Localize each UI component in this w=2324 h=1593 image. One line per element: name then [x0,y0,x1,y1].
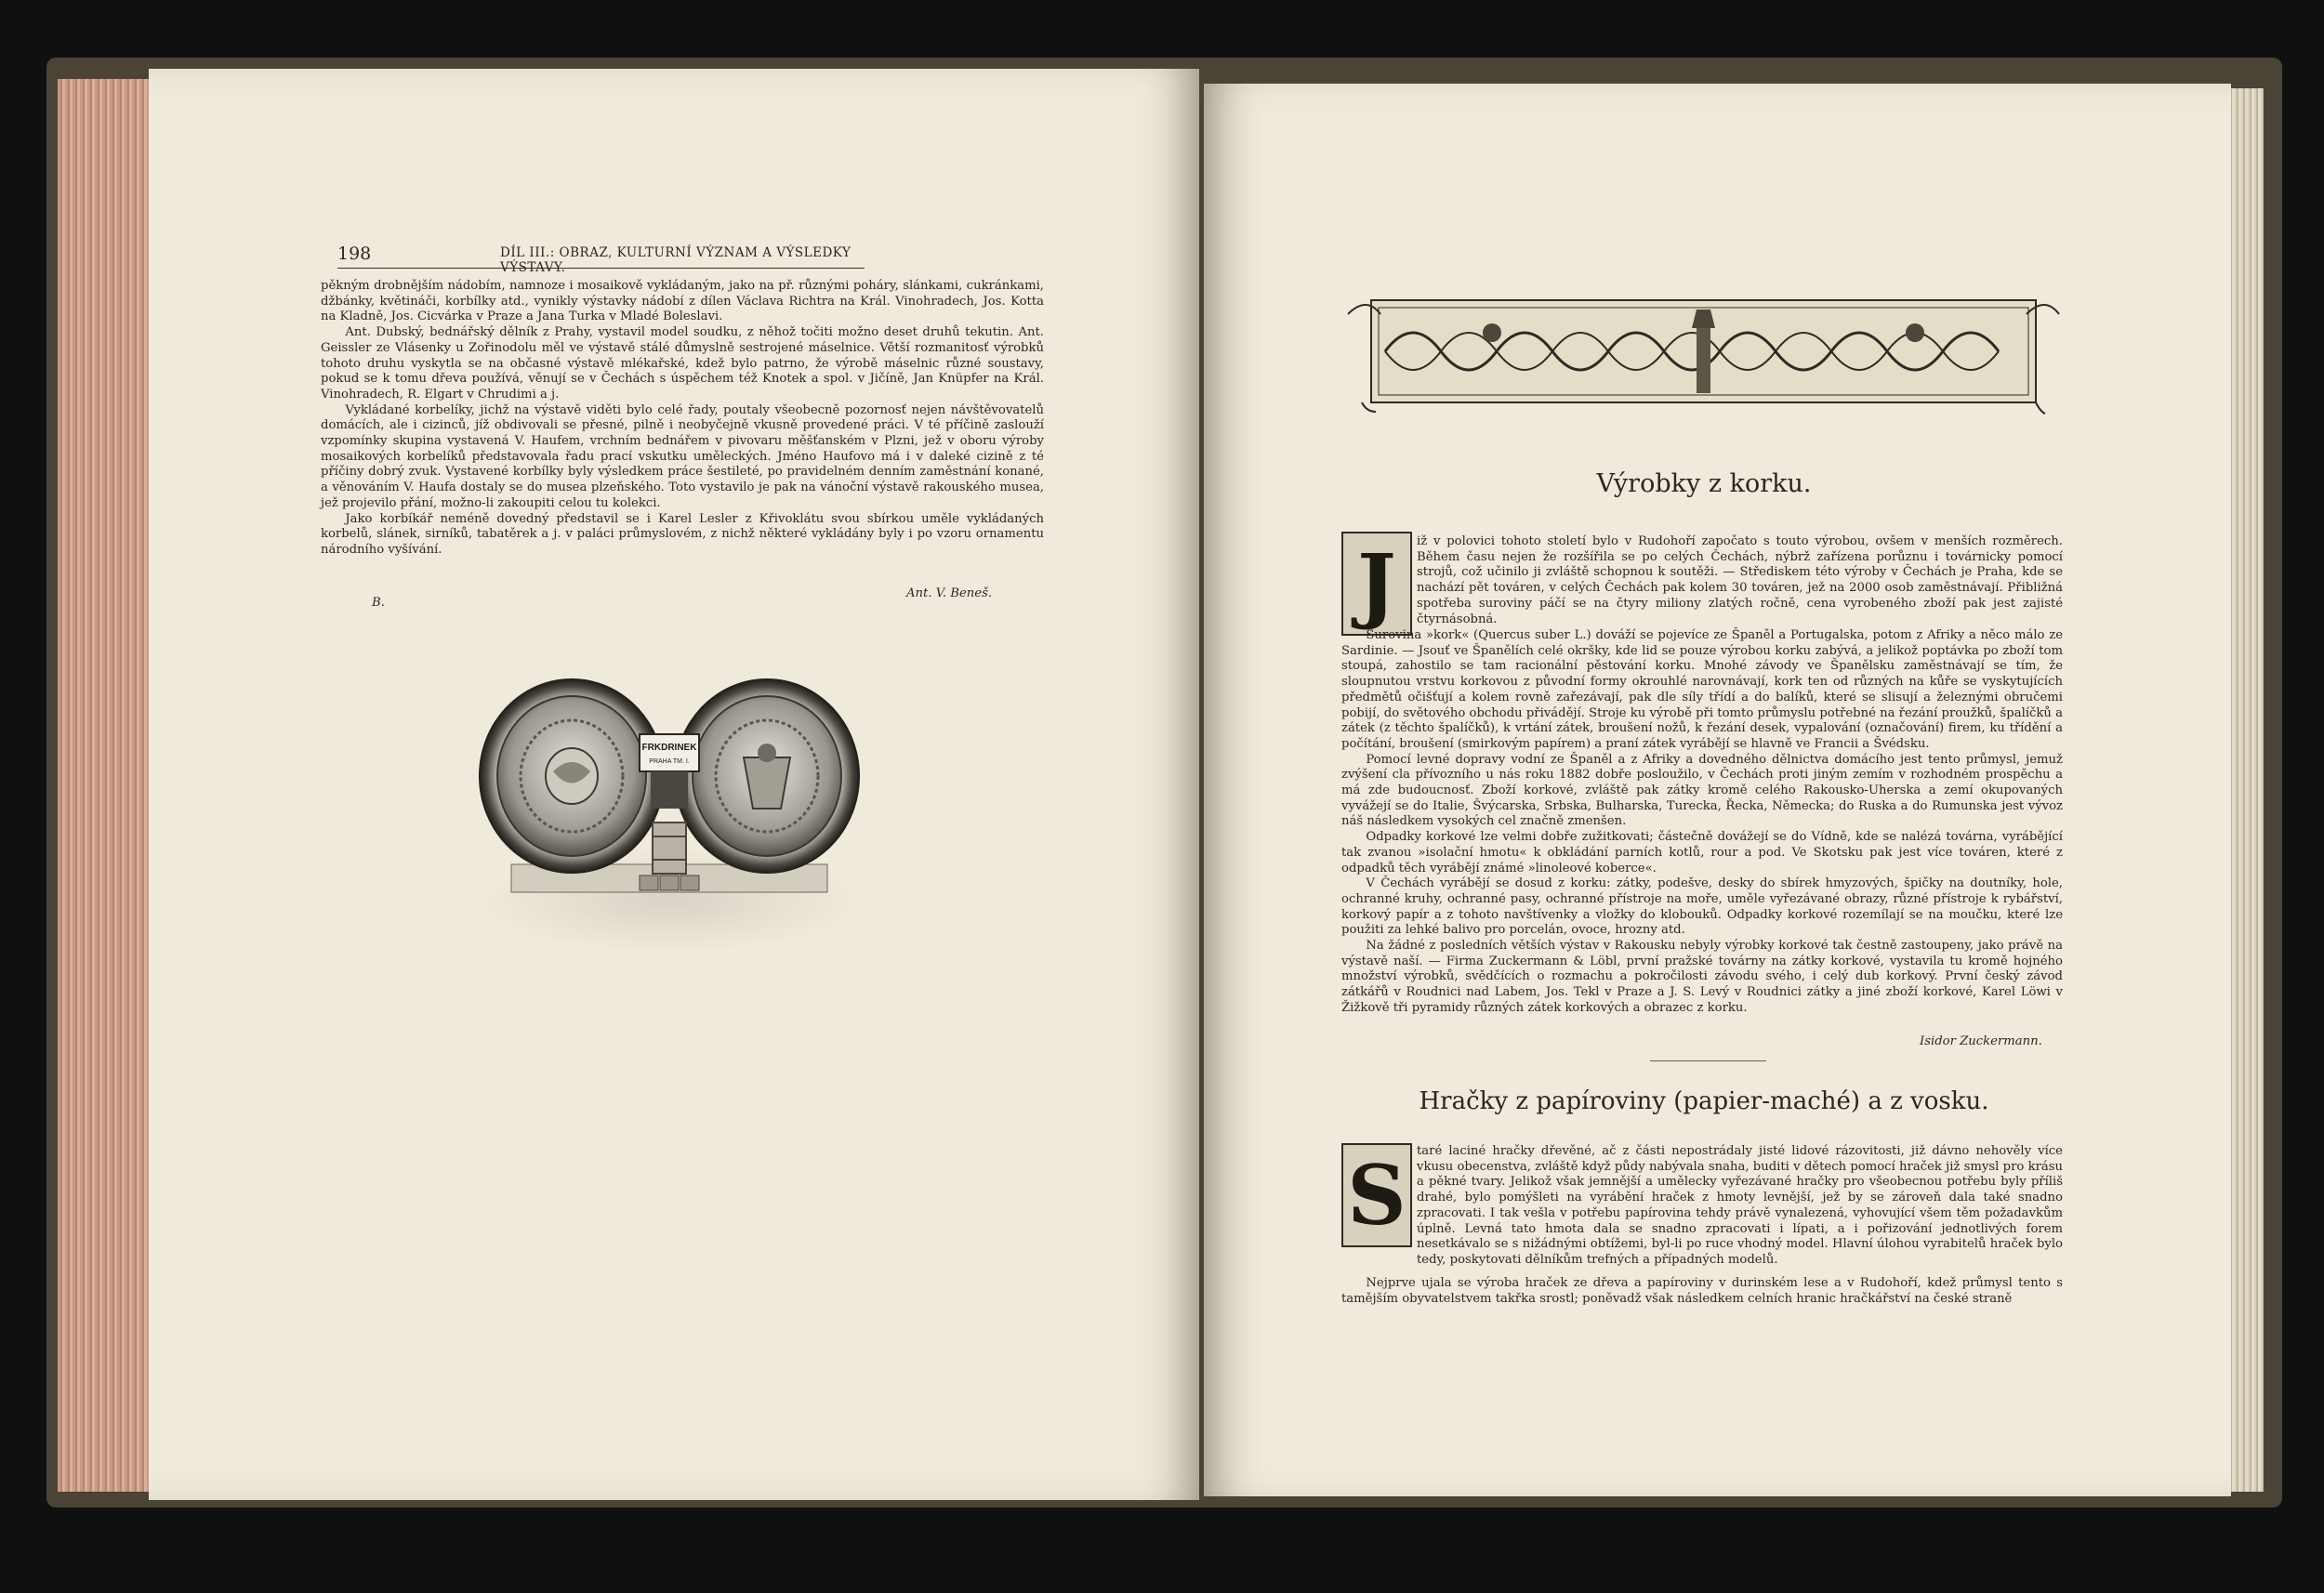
paragraph: taré laciné hračky dřevěné, ač z části nepostrádaly jisté lidové rázovitosti, již dávno nehověly více vkusu obecenstva, zvláště když půdy nabývala snaha, buditi v dětech pomocí hraček již smysl pro krásu a pěkné tvary. Jelikož však jemnější a umělecky vyřezávané hračky pro všeobecnou potřebu byly příliš drahé, bylo pomýšleti na vyrábění hraček z hmoty levnější, jež by se zároveň dala také snadno zpracovati. I tak vešla v potřebu papírovina tehdy právě vynalezená, vyhovující všem těm požadavkům úplně. Levná tato hmota dala se snadno zpracovati i lípati, a i pořizování jednotlivých forem nesetkávalo se s nižádnými obtížemi, byl-li po ruce vhodný model. Hlavní úlohou vyrabitelů hraček bylo tedy, poskytovati dělníkům trefných a případných modelů. [1417,1144,2063,1267]
stand [651,771,688,809]
left-barrel [479,678,665,874]
paragraph: Odpadky korkové lze velmi dobře zužitkovati; částečně dovážejí se do Vídně, kde se nalézá továrna, vyrábějící tak zvanou »isolační hmotu« k obkládání parních kotlů, rour a pod. Ve Skotsku pak jest více továren, které z odpadků těch vyrábějí známé »linoleové koberce«. [1341,830,2063,875]
drop-cap-letter: S [1347,1147,1406,1244]
page-edges-left [58,79,160,1492]
paragraph: Nejprve ujala se výroba hraček ze dřeva a papíroviny v durinském lese a v Rudohoří, kdež průmysl tento s tamějším obyvatelstvem takřka srostl; poněvadž však následkem celních hranic hračkářství na české straně [1341,1276,2063,1306]
signature-initial: B. [372,596,385,610]
section1-intro [1417,534,2063,627]
section1-body [1341,628,2063,1017]
decorative-ornament [1343,286,2064,416]
paragraph: Vykládané korbelíky, jichž na výstavě viděti bylo celé řady, poutaly všeobecně pozornosť nejen návštěvovatelů domácích, ale i cizinců, jíž obdivovali se přesné, pilně i neobyčejně vkusně provedené práci. V té příčině zaslouží vzpomínky skupina vystavená V. Haufem, vrchním bednářem v pivovaru měšťanském v Plzni, jež v oboru výroby mosaikových korbelíků představovala řadu prací vskutku uměleckých. Jméno Haufovo má i v daleké cizině z té příčiny dobrý zvuk. Vystavené korbílky byly výsledkem práce šestileté, po pravidelném denním zaměstnání konané, a věnováním V. Haufa dostaly se do musea plzeňského. Toto vystavilo je pak na vánoční výstavě rakouského musea, jež projevilo přání, možno-li zakoupiti celou tu kolekci. [321,402,1044,510]
section-title-cork: Výrobky z korku. [1596,469,1812,498]
left-text-column [321,279,1044,559]
mug [660,875,679,890]
drop-cap-letter: J [1357,535,1396,632]
paragraph: iž v polovici tohoto století bylo v Rudohoří započato s touto výrobou, ovšem v menších rozměrech. Během času nejen že rozšířila se po celých Čechách, nýbrž zařízena porůznu i továrnicky pomocí strojů, což učinilo ji zvláště schopnou k soutěži. — Střediskem této výroby v Čechách je Praha, kde se nachází pět továren, v celých Čechách pak kolem 30 továren, jež na 2000 osob zaměstnávají. Přibližná spotřeba suroviny páčí se na čtyry miliony zlatých ročně, cena vyrobeného zboží pak jest zajisté čtyrnásobná. [1417,534,2063,626]
drop-cap-j [1341,532,1412,636]
running-head: DÍL III.: OBRAZ, KULTURNÍ VÝZNAM A VÝSLEDKY VÝSTAVY. [500,245,852,275]
page-header [337,244,865,275]
mug [680,875,699,890]
paragraph: Pomocí levné dopravy vodní ze Španěl a z Afriky a dovedného dělnictva domácího jest tento průmysl, jemuž zvýšení cla přívozního u nás roku 1882 dobře posloužilo, v Čechách proti jiným zemím v rozhodném prospěchu a má zde budoucnosť. Zboží korkové, zvláště pak zátky kromě celého Rakousko-Uherska a zemí okupovaných vyvážejí se do Italie, Švýcarska, Srbska, Bulharska, Turecka, Řecka, Německa; do Ruska a do Rumunska jest vývoz náš následkem vysokých cel značně zmenšen. [1341,752,2063,829]
paragraph: Ant. Dubský, bednářský dělník z Prahy, vystavil model soudku, z něhož točiti možno deset druhů tekutin. Ant. Geissler ze Vlásenky u Zořinodolu měl ve výstavě stálé důmyslně sestrojené máselnice. Větší rozmanitosť výrobků tohoto druhu vyskytla se na občasné výstavě mlékařské, kdež bylo patrno, že výrobě máselnic různé soustavy, pokud se k tomu dřeva používá, věnují se v Čechách s úspěchem též Knotek a spol. v Jičíně, Jan Knüpfer na Král. Vinohradech, R. Elgart v Chrudimi a j. [321,325,1044,402]
paragraph: Surovina »kork« (Quercus suber L.) dováží se pojevíce ze Španěl a Portugalska, potom z Afriky a něco málo ze Sardinie. — Jsouť ve Španělích celé okršky, kde lid se pouze výrobou korku zabývá, a jelikož poptávka po zboží tom stoupá, zahostilo se tam racionální pěstování korku. Mnohé závody ve Španělsku zaměstnávají se tím, že sloupnutou vrstvu korkovou z původní formy okrouhlé narovnávají, kork ten od různých na kůře se vyskytujících předmětů očišťují a kolem rovně zařezávají, pak dle síly třídí a do balíků, které se slisují a železnými obručemi pobijí, do světového obchodu přivádějí. Stroje ku výrobě při tomto průmyslu potřebné na řezání proužků, špalíčků a zátek (z těchto špalíčků), k vrtání zátek, broušení nožů, k řezání desek, vypalování (označování) firem, ku třídění a počítání, broušení (smirkovým papírem) a praní zátek vyrábějí se hlavně ve Francii a Švédsku. [1341,628,2063,751]
paragraph: V Čechách vyrábějí se dosud z korku: zátky, podešve, desky do sbírek hmyzových, špičky na doutníky, hole, ochranné kruhy, ochranné pasy, ochranné přístroje na moře, uměle vyřezávané obrazy, různé přístroje k rybářství, korkový papír a z tohoto navštívenky a vložky do klobouků. Odpadky korkové rozemílají se na moučku, které lze použiti za lehké balivo pro porcelán, ovoce, hrozny atd. [1341,876,2063,938]
paragraph: Na žádné z posledních větších výstav v Rakousku nebyly výrobky korkové tak čestně zastoupeny, jako právě na výstavě naší. — Firma Zuckermann & Löbl, první pražské továrny na zátky korkové, vystavila tu kromě hojného množství výrobků, svědčících o rozmachu a pokročilosti závodu svého, i celý dub korkový. První český závod zátkářů v Roudnici nad Labem, Jos. Tekl v Praze a J. S. Levý v Roudnici zátky a jiné zboží korkové, Karel Löwi v Žižkově tři pyramidy různých zátek korkových a obrazec z korku. [1341,939,2063,1015]
label-sign-line2: PRAHA TM. I. [649,758,690,765]
mug [640,875,658,890]
small-barrel [653,823,686,874]
right-barrel [674,678,860,874]
paragraph: pěkným drobnějším nádobím, namnoze i mosaikově vykládaným, jako na př. různými poháry, slánkami, cukránkami, džbánky, květináči, korbílky atd., vynikly výstavky nádobí z dílen Václava Richtra na Král. Vinohradech, Jos. Kotta na Kladně, Jos. Cicvárka v Praze a Jana Turka v Mladé Boleslavi. [321,279,1044,324]
section2-intro [1417,1144,2063,1269]
barrels-photo [474,669,865,957]
label-sign-line1: FRKDRINEK [641,743,697,753]
section-divider [1650,1060,1766,1061]
section-title-toys: Hračky z papíroviny (papier-maché) a z vosku. [1419,1087,1989,1115]
section2-body [1341,1276,2063,1307]
author-signature: Isidor Zuckermann. [1920,1034,2042,1048]
drop-cap-s [1341,1143,1412,1247]
label-sign [640,734,699,771]
author-signature: Ant. V. Beneš. [906,586,993,600]
paragraph: Jako korbíkář neméně dovedný představil se i Karel Lesler z Křivoklátu svou sbírkou uměle vykládaných korbelů, slánek, sirníků, tabatěrek a j. v paláci průmyslovém, z nichž některé vykládány byly i po vzoru ornamentu národního vyšívání. [321,511,1044,557]
page-number: 198 [337,244,372,264]
